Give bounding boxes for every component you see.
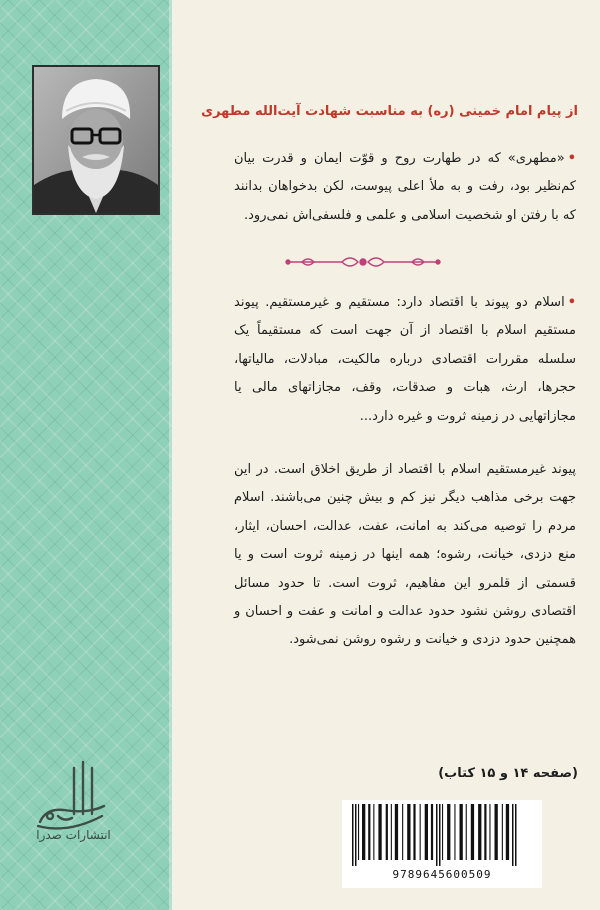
barcode-bar (378, 804, 381, 860)
barcode-bar (352, 804, 354, 866)
barcode-bar (512, 804, 514, 866)
paragraph-indirect-link: پیوند غیرمستقیم اسلام با اقتصاد از طریق اخلاق است. در این جهت برخی مذاهب دیگر نیز کم و بیش چنین می‌باشند. اسلام مردم را توصیه می‌کند به امانت، عفت، عدالت، احسان، ایثار، منع دزدی، خیانت، رشوه؛ همه اینها در زمینه ثروت است و یا قسمتی از قلمرو این مفاهیم، ثروت است. تا حدود مسائل اقتصادی روشن نشود حدود عدالت و امانت و عفت و احسان و همچنین حدود دزدی و خیانت و رشوه روشن نمی‌شود. (234, 462, 576, 648)
barcode-bar (386, 804, 388, 860)
barcode-bar (442, 804, 443, 860)
isbn-number: 9789645600509 (392, 868, 492, 881)
heading-imam-message: از پیام امام خمینی (ره) به مناسبت شهادت آیت‌الله مطهری (201, 104, 578, 119)
barcode-bar (425, 804, 428, 860)
publisher-name: انتشارات صدرا (36, 828, 111, 842)
barcode-bar (420, 804, 421, 860)
barcode-bar (489, 804, 490, 860)
barcode-bar (362, 804, 365, 860)
barcode-bar (495, 804, 498, 860)
bullet-marker: • (567, 151, 576, 166)
author-portrait (32, 65, 160, 215)
barcode-bar (471, 804, 474, 860)
barcode-bar (484, 804, 486, 860)
barcode-bar (407, 804, 410, 860)
publisher-logo (28, 750, 114, 868)
floral-divider-ornament (282, 252, 444, 272)
paragraph-imam-quote (234, 145, 576, 230)
barcode-bar (506, 804, 509, 860)
citation-page-reference: (صفحه ۱۴ و ۱۵ کتاب) (438, 766, 578, 781)
barcode-bar (439, 804, 441, 866)
paragraph-text: اسلام دو پیوند با اقتصاد دارد: مستقیم و غیرمستقیم. پیوند مستقیم اسلام با اقتصاد از آن جهت است که مستقیماً یک سلسله مقررات اقتصادی درباره مالکیت، مبادلات، مالیاتها، حجرها، ارث، هبات و صدقات، وقف، مجازاتهای مالی یا مجازاتهایی در زمینه ثروت و غیره دارد... (234, 295, 576, 424)
barcode-bar (460, 804, 463, 860)
barcode-bar (502, 804, 503, 860)
barcode-bar (413, 804, 415, 860)
bullet-marker: • (567, 295, 576, 310)
barcode-bar (454, 804, 455, 860)
barcode-bar (436, 804, 438, 866)
barcode-bar (368, 804, 370, 860)
paragraph-islam-economy-links (234, 289, 576, 431)
barcode-bar (466, 804, 467, 860)
barcode-bar (447, 804, 450, 860)
barcode-bar (402, 804, 403, 860)
paragraph-text: «مطهری» که در طهارت روح و قوّت ایمان و قدرت بیان کم‌نظیر بود، رفت و به ملأ اعلی پیوست، لکن بدخواهان بدانند که با رفتن او شخصیت اسلامی و علمی و فلسفی‌اش نمی‌رود. (234, 151, 576, 223)
barcode-bar (431, 804, 433, 860)
barcode-bar (373, 804, 374, 860)
barcode-bar (391, 804, 392, 860)
barcode-bar (395, 804, 398, 860)
barcode-bar (478, 804, 481, 860)
barcode-bar (358, 804, 359, 860)
barcode-bar (355, 804, 357, 866)
barcode-bar (515, 804, 517, 866)
